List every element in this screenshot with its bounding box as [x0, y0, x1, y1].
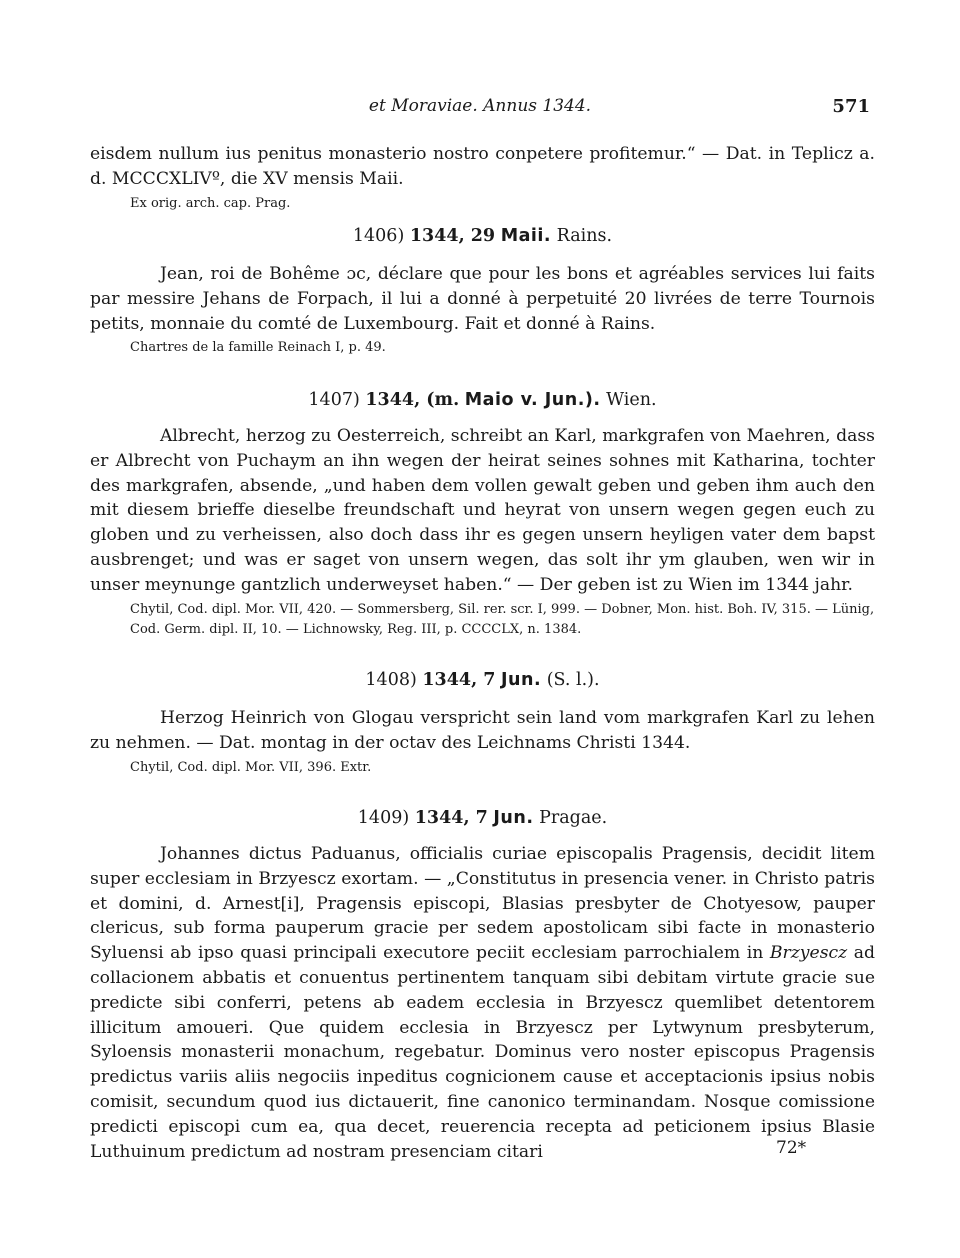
entry-date: 1344, 29	[409, 226, 496, 246]
entry-number: 1409)	[357, 808, 410, 828]
entry-source: Chytil, Cod. dipl. Mor. VII, 396. Extr.	[130, 759, 372, 775]
entry-text: Herzog Heinrich von Glogau verspricht sein land vom markgrafen Karl zu lehen zu nehmen. — Dat. montag in der octav des Leichnams Christi 1344.	[90, 708, 875, 753]
entry-1406	[90, 224, 875, 358]
continuation-source: Ex orig. arch. cap. Prag.	[130, 195, 291, 211]
entry-text: Albrecht, herzog zu Oesterreich, schreibt an Karl, markgrafen von Maehren, dass er Albrecht von Puchaym an ihn wegen der heirat seines sohnes mit Katharina, tochter des markgrafen, absende, „und haben dem vollen gewalt geben und geben ihm auch den mit diesem brieffe dieselbe freundschaft und heyrat von unsern wegen gegen euch zu globen und zu verheissen, also doch dass ihr es gegen unsern heyligen vater dem bapst ausbrenget; und was er saget von unsern wegen, das solt ihr ym glauben, wen wir in unser meynunge gantzlich underweyset haben.“ — Der geben ist zu Wien im 1344 jahr.	[90, 426, 875, 595]
entry-number: 1407)	[308, 390, 360, 410]
entry-text-part: Johannes dictus Paduanus, officialis curiae episcopalis Pragensis, decidit litem super ecclesiam in Brzyescz exortam. — „Constitutus in presencia vener. in Christo patris et domini, d. Arnest[i], Pragensis episcopi, Blasias presbyter de Chotyesow, pauper clericus, sub forma pauperum gracie per sedem apostolicam sibi facte in monasterio Syluensi ab ipso quasi principali executore peciit ecclesiam parrochialem in	[90, 844, 875, 964]
entry-1407	[90, 388, 875, 640]
entry-month: Jun.	[493, 808, 534, 828]
entry-month: Maii.	[500, 226, 552, 246]
entry-heading	[90, 806, 875, 830]
continuation-block	[90, 142, 875, 214]
page-number: 571	[832, 96, 870, 117]
entry-month: Jun.	[501, 670, 542, 690]
entry-source: Chartres de la famille Reinach I, p. 49.	[130, 340, 386, 356]
entry-1408	[90, 668, 875, 778]
entry-place: Rains.	[556, 226, 613, 246]
entry-number: 1406)	[352, 226, 405, 246]
entry-heading	[90, 388, 875, 412]
entry-place: Wien.	[606, 390, 657, 410]
signature-mark: 72*	[776, 1138, 807, 1158]
entry-italic-place: Brzyescz	[769, 943, 848, 964]
continuation-text: eisdem nullum ius penitus monasterio nostro conpetere profitemur.“ — Dat. in Teplicz a. d. MCCCXLIVº, die XV mensis Maii.	[90, 144, 875, 189]
entry-number: 1408)	[365, 670, 417, 690]
entry-1409	[90, 806, 875, 1164]
entry-date: 1344, 7	[422, 670, 496, 690]
entry-date: 1344, 7	[414, 808, 488, 828]
running-head	[90, 96, 870, 120]
entry-month: Maio v. Jun.).	[464, 390, 601, 410]
entry-place: (S. l.).	[546, 670, 600, 690]
entry-date: 1344, (m.	[365, 390, 460, 410]
entry-text	[90, 842, 875, 1164]
entry-heading	[90, 224, 875, 248]
running-title: et Moraviae. Annus 1344.	[368, 96, 592, 116]
entry-place: Pragae.	[539, 808, 608, 828]
entry-source: Chytil, Cod. dipl. Mor. VII, 420. — Sommersberg, Sil. rer. scr. I, 999. — Dobner, Mon. hist. Boh. IV, 315. — Lünig, Cod. Germ. dipl. II, 10. — Lichnowsky, Reg. III, p. CCCCLX, n. 1384.	[130, 601, 875, 637]
entry-heading	[90, 668, 875, 692]
entry-text-part: ad collacionem abbatis et conuentus pertinentem tanquam sibi debitam virtute gracie sue predicte sibi conferri, petens ab eadem ecclesia in Brzyescz quemlibet detentorem illicitum amoueri. Que quidem ecclesia in Brzyescz per Lytwynum presbyterum, Syloensis monasterii monachum, regebatur. Dominus vero noster episcopus Pragensis predictus variis aliis negociis inpeditus cognicionem cause et acceptacionis ipsius nobis comisit, secundum quod ius dictauerit, fine canonico terminandam. Nosque comissione predicti episcopi cum ea, qua decet, reuerencia recepta ad peticionem ipsius Blasie Luthuinum predictum ad nostram presenciam citari	[90, 943, 876, 1162]
entry-text: Jean, roi de Bohême ɔc, déclare que pour les bons et agréables services lui faits par messire Jehans de Forpach, il lui a donné à perpetuité 20 livrées de terre Tournois petits, monnaie du comté de Luxembourg. Fait et donné à Rains.	[90, 264, 875, 334]
